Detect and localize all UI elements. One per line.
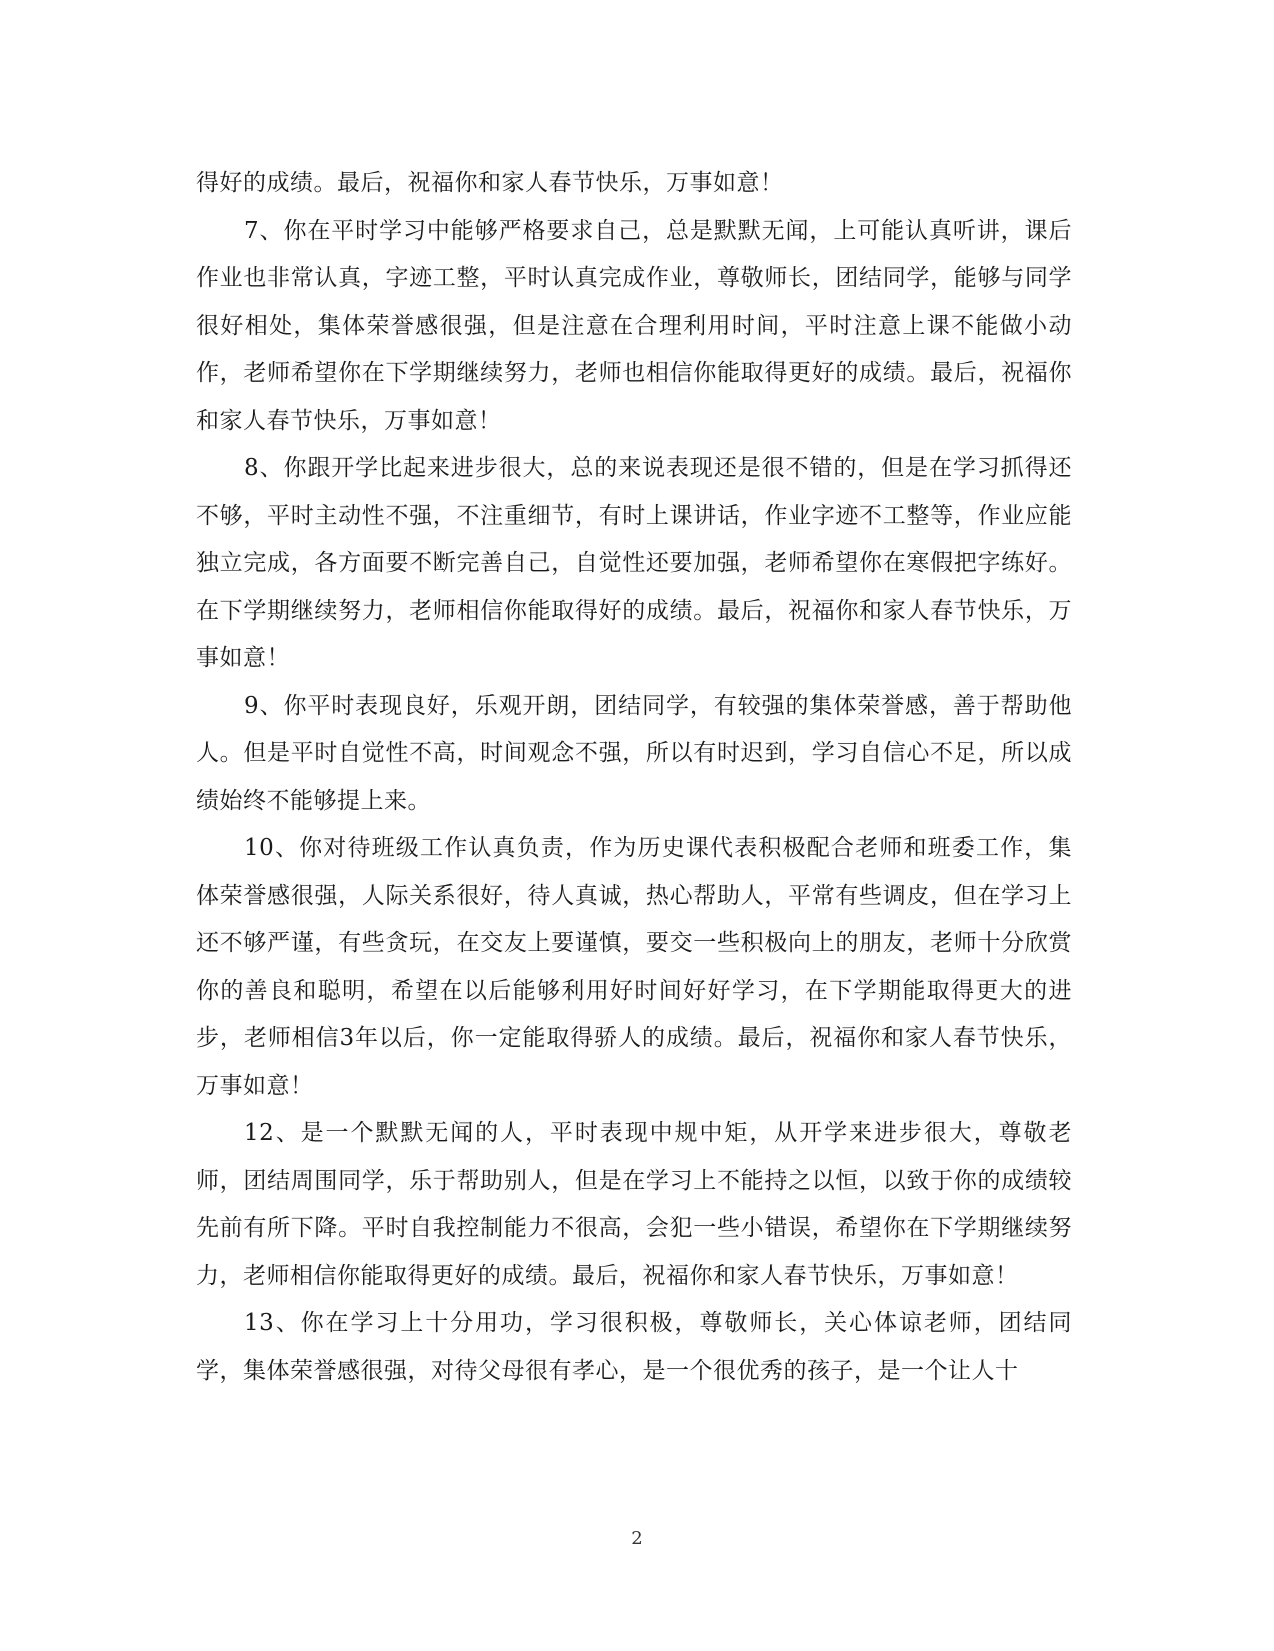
paragraph-comment-13: 13、你在学习上十分用功，学习很积极，尊敬师长，关心体谅老师，团结同学，集体荣誉感很强，对待父母很有孝心，是一个很优秀的孩子，是一个让人十 bbox=[196, 1310, 1072, 1384]
paragraph-comment-9: 9、你平时表现良好，乐观开朗，团结同学，有较强的集体荣誉感，善于帮助他人。但是平时自觉性不高，时间观念不强，所以有时迟到，学习自信心不足，所以成绩始终不能够提上来。 bbox=[196, 692, 1072, 814]
paragraph-comment-10: 10、你对待班级工作认真负责，作为历史课代表积极配合老师和班委工作，集体荣誉感很强，人际关系很好，待人真诚，热心帮助人，平常有些调皮，但在学习上还不够严谨，有些贪玩，在交友上要谨慎，要交一些积极向上的朋友，老师十分欣赏你的善良和聪明，希望在以后能够利用好时间好好学习，在下学期能取得更大的进步，老师相信3年以后，你一定能取得骄人的成绩。最后，祝福你和家人春节快乐，万事如意！ bbox=[196, 835, 1072, 1099]
paragraph-comment-7: 7、你在平时学习中能够严格要求自己，总是默默无闻，上可能认真听讲，课后作业也非常认真，字迹工整，平时认真完成作业，尊敬师长，团结同学，能够与同学很好相处，集体荣誉感很强，但是注意在合理利用时间，平时注意上课不能做小动作，老师希望你在下学期继续努力，老师也相信你能取得更好的成绩。最后，祝福你和家人春节快乐，万事如意！ bbox=[196, 217, 1072, 434]
paragraph-comment-12: 12、是一个默默无闻的人，平时表现中规中矩，从开学来进步很大，尊敬老师，团结周围同学，乐于帮助别人，但是在学习上不能持之以恒，以致于你的成绩较先前有所下降。平时自我控制能力不很高，会犯一些小错误，希望你在下学期继续努力，老师相信你能取得更好的成绩。最后，祝福你和家人春节快乐，万事如意！ bbox=[196, 1120, 1072, 1289]
paragraph-comment-8: 8、你跟开学比起来进步很大，总的来说表现还是很不错的，但是在学习抓得还不够，平时主动性不强，不注重细节，有时上课讲话，作业字迹不工整等，作业应能独立完成，各方面要不断完善自己，自觉性还要加强，老师希望你在寒假把字练好。在下学期继续努力，老师相信你能取得好的成绩。最后，祝福你和家人春节快乐，万事如意！ bbox=[196, 455, 1072, 671]
page-number: 2 bbox=[631, 1528, 643, 1549]
paragraph-continuation: 得好的成绩。最后，祝福你和家人春节快乐，万事如意！ bbox=[196, 170, 784, 196]
document-body bbox=[196, 160, 1072, 1395]
